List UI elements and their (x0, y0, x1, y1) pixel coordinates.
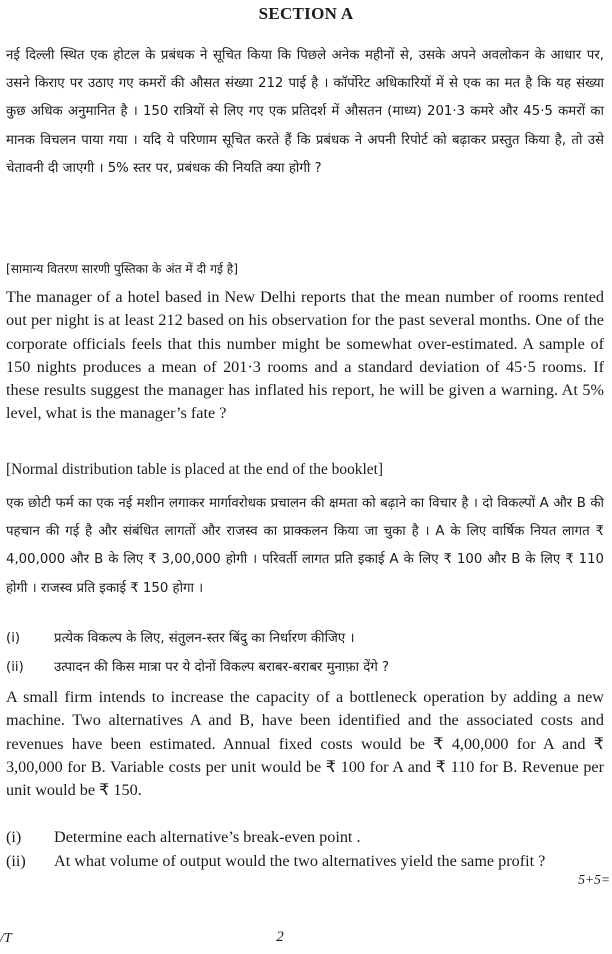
q2-english-item-2 (6, 850, 554, 873)
item-text: उत्पादन की किस मात्रा पर ये दोनों विकल्प बराबर-बराबर मुनाफ़ा देंगे ? (54, 660, 390, 675)
q2-english-text: A small firm intends to increase the capacity of a bottleneck operation by adding a new machine. Two alternatives A and B, have been identified and the associated costs and revenues have been estimated. Annual fixed costs would be ₹ 4,00,000 for A and ₹ 3,00,000 for B. Variable costs per unit would be ₹ 100 for A and ₹ 110 for B. Revenue per unit would be ₹ 150. (6, 688, 604, 800)
item-number: (ii) (6, 660, 24, 675)
item-number: (i) (6, 631, 21, 646)
page-number: 2 (276, 929, 284, 945)
q2-hindi-text: एक छोटी फर्म का एक नई मशीन लगाकर मार्गावरोधक प्रचालन की क्षमता को बढ़ाने का विचार है । दो विकल्पों A और B की पहचान की गई है और संबंधित लागतों और राजस्व का प्राक्कलन किया जा चुका है । A के लिए वार्षिक नियत लागत ₹ 4,00,000 और B के लिए ₹ 3,00,000 होगी । परिवर्ती लागत प्रति इकाई A के लिए ₹ 100 और B के लिए ₹ 110 होगी । राजस्व प्रति इकाई ₹ 150 होगा । (6, 496, 604, 596)
item-number: (i) (6, 828, 22, 846)
q1-english-note: [Normal distribution table is placed at the end of the booklet] (6, 461, 383, 478)
section-title: SECTION A (258, 4, 354, 23)
q1-english-text: The manager of a hotel based in New Delhi reports that the mean number of rooms rented out per night is at least 212 based on his observation for the past several months. One of the corporate officials feels that this number might be somewhat over-estimated. A sample of 150 nights produces a mean of 201·3 rooms and a standard deviation of 45·5 rooms. If these results suggest the manager has inflated his report, he will be given a warning. At 5% level, what is the manager’s fate ? (6, 288, 604, 423)
q1-hindi-text: नई दिल्ली स्थित एक होटल के प्रबंधक ने सूचित किया कि पिछले अनेक महीनों से, उसके अपने अवलोकन के आधार पर, उसने किराए पर उठाए गए कमरों की औसत संख्या 212 पाई है । कॉर्पोरेट अधिकारियों में से एक का मत है कि यह संख्या कुछ अधिक अनुमानित है । 150 रात्रियों से लिए गए एक प्रतिदर्श में औसतन (माध्य) 201·3 कमरे और 45·5 कमरों का मानक विचलन पाया गया । यदि ये परिणाम सूचित करते हैं कि प्रबंधक ने अपनी रिपोर्ट को बढ़ाकर प्रस्तुत किया है, तो उसे चेतावनी दी जाएगी । 5% स्तर पर, प्रबंधक की नियति क्या होगी ? (6, 48, 604, 176)
q2-english-item-1 (6, 826, 604, 849)
q2-hindi-item-2 (6, 655, 604, 681)
item-text: प्रत्येक विकल्प के लिए, संतुलन-स्तर बिंदु का निर्धारण कीजिए । (54, 631, 355, 646)
item-text: Determine each alternative’s break-even point . (54, 828, 361, 846)
item-text: At what volume of output would the two alternatives yield the same profit ? (54, 852, 546, 870)
item-number: (ii) (6, 852, 26, 870)
footer-code: /T (0, 931, 12, 946)
q2-hindi-item-1 (6, 626, 604, 652)
marks-allocation: 5+5= (578, 872, 610, 887)
q1-hindi-note: [सामान्य वितरण सारणी पुस्तिका के अंत में दी गई है] (6, 262, 239, 276)
